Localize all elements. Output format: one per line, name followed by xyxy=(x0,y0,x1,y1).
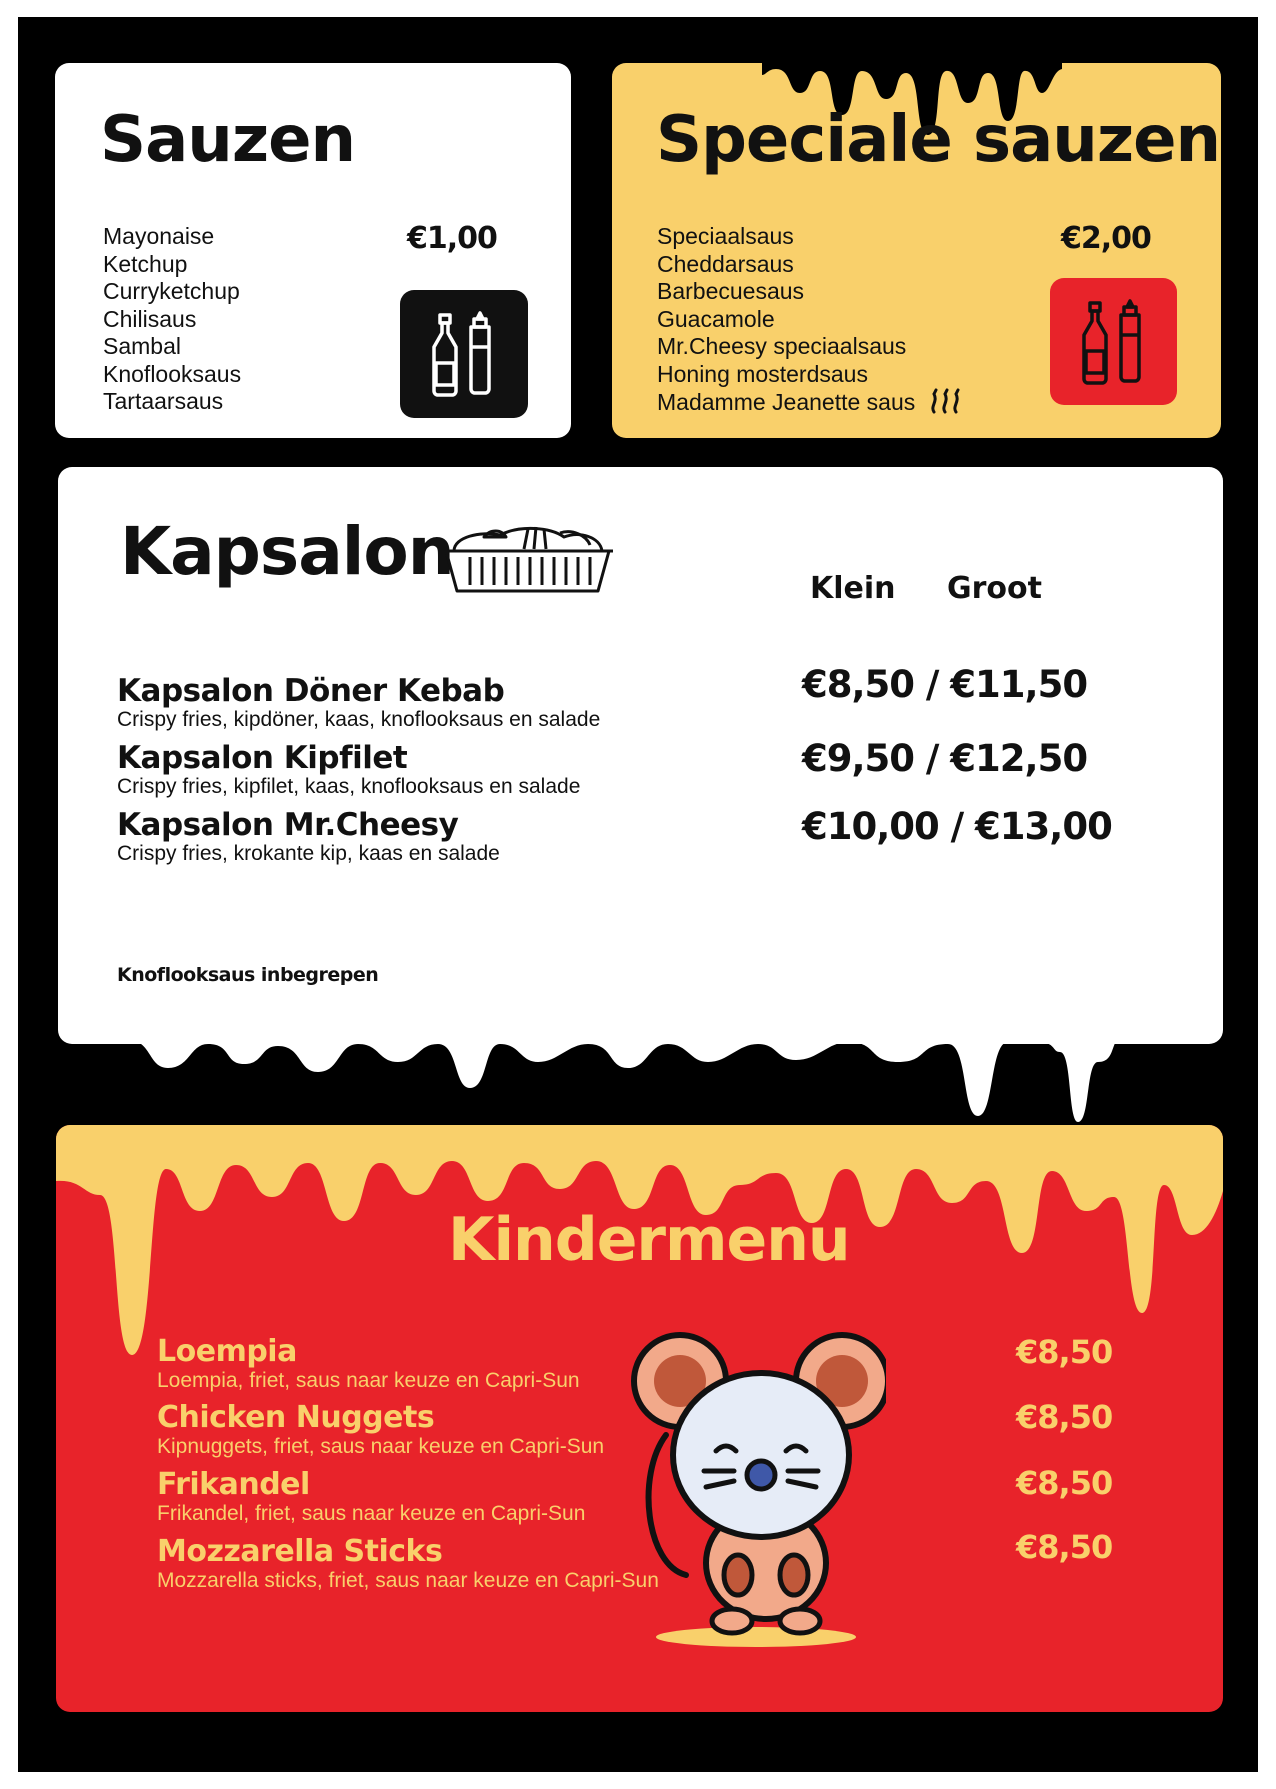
kid-item-desc: Kipnuggets, friet, saus naar keuze en Capri-Sun xyxy=(157,1435,605,1458)
kapsalon-item xyxy=(117,808,500,866)
sauce-bottles-icon xyxy=(400,290,528,418)
sauce-item xyxy=(657,388,964,417)
size-header-small: Klein xyxy=(810,571,896,606)
sauce-item: Mayonaise xyxy=(103,223,215,249)
sauzen-title: Sauzen xyxy=(100,103,356,177)
kapsalon-title: Kapsalon xyxy=(120,513,454,590)
sauce-item: Barbecuesaus xyxy=(657,278,805,304)
kid-item-desc: Frikandel, friet, saus naar keuze en Capri-Sun xyxy=(157,1502,586,1525)
mouse-mascot-icon xyxy=(616,1325,886,1655)
sauzen-list xyxy=(103,223,241,416)
kapsalon-price: €8,50 / €11,50 xyxy=(802,663,1088,706)
size-header-large: Groot xyxy=(947,571,1042,606)
sauce-item: Curryketchup xyxy=(103,278,240,304)
speciale-title: Speciale sauzen xyxy=(656,103,1221,177)
kid-item-desc: Mozzarella sticks, friet, saus naar keuze en Capri-Sun xyxy=(157,1569,659,1592)
kid-item-name: Mozzarella Sticks xyxy=(157,1534,443,1569)
kapsalon-price: €10,00 / €13,00 xyxy=(802,805,1112,848)
kapsalon-item xyxy=(117,674,600,732)
kindermenu-title: Kindermenu xyxy=(448,1205,850,1275)
kapsalon-item-name: Kapsalon Döner Kebab xyxy=(117,673,505,709)
kid-item-price: €8,50 xyxy=(1016,1333,1113,1371)
sauce-item: Mr.Cheesy speciaalsaus xyxy=(657,333,907,359)
sauce-item: Knoflooksaus xyxy=(103,360,242,387)
kapsalon-item-desc: Crispy fries, kipdöner, kaas, knoflooksaus en salade xyxy=(117,708,601,731)
kindermenu-card xyxy=(56,1125,1223,1712)
speciale-sauzen-card xyxy=(612,63,1221,438)
sauce-item: Tartaarsaus xyxy=(103,388,224,414)
sauce-item: Speciaalsaus xyxy=(657,223,794,249)
speciale-list xyxy=(657,223,964,417)
sauce-item: Cheddarsaus xyxy=(657,250,794,277)
kapsalon-item-desc: Crispy fries, krokante kip, kaas en salade xyxy=(117,842,500,865)
sauce-item: Sambal xyxy=(103,333,181,359)
spicy-sauce-label: Madamme Jeanette saus xyxy=(657,389,916,415)
kid-item-price: €8,50 xyxy=(1016,1398,1113,1436)
sauzen-price: €1,00 xyxy=(407,221,497,256)
sauce-item: Ketchup xyxy=(103,250,188,277)
kapsalon-note: Knoflooksaus inbegrepen xyxy=(117,964,379,986)
kapsalon-item-desc: Crispy fries, kipfilet, kaas, knoflooksaus en salade xyxy=(117,775,581,798)
kid-item-price: €8,50 xyxy=(1016,1464,1113,1502)
kapsalon-price: €9,50 / €12,50 xyxy=(802,737,1088,780)
kid-item-name: Chicken Nuggets xyxy=(157,1400,435,1435)
sauce-item: Honing mosterdsaus xyxy=(657,360,868,387)
kapsalon-card xyxy=(58,467,1223,1044)
sauce-item: Guacamole xyxy=(657,305,775,332)
kid-item xyxy=(157,1535,659,1593)
sauzen-card xyxy=(55,63,571,438)
kapsalon-item xyxy=(117,741,580,799)
kid-item xyxy=(157,1335,580,1393)
kid-item xyxy=(157,1401,604,1459)
sauce-bottles-icon xyxy=(1050,278,1177,405)
kapsalon-tray-icon xyxy=(440,523,615,598)
sauce-item: Chilisaus xyxy=(103,305,197,332)
kid-item-price: €8,50 xyxy=(1016,1528,1113,1566)
kid-item xyxy=(157,1468,585,1526)
menu-board xyxy=(18,17,1258,1772)
kapsalon-item-name: Kapsalon Mr.Cheesy xyxy=(117,807,459,843)
kid-item-name: Loempia xyxy=(157,1334,297,1369)
kapsalon-item-name: Kapsalon Kipfilet xyxy=(117,740,408,776)
kid-item-desc: Loempia, friet, saus naar keuze en Capri-Sun xyxy=(157,1369,580,1392)
speciale-price: €2,00 xyxy=(1061,221,1151,256)
chili-peppers-icon xyxy=(928,388,964,414)
kid-item-name: Frikandel xyxy=(157,1467,310,1502)
